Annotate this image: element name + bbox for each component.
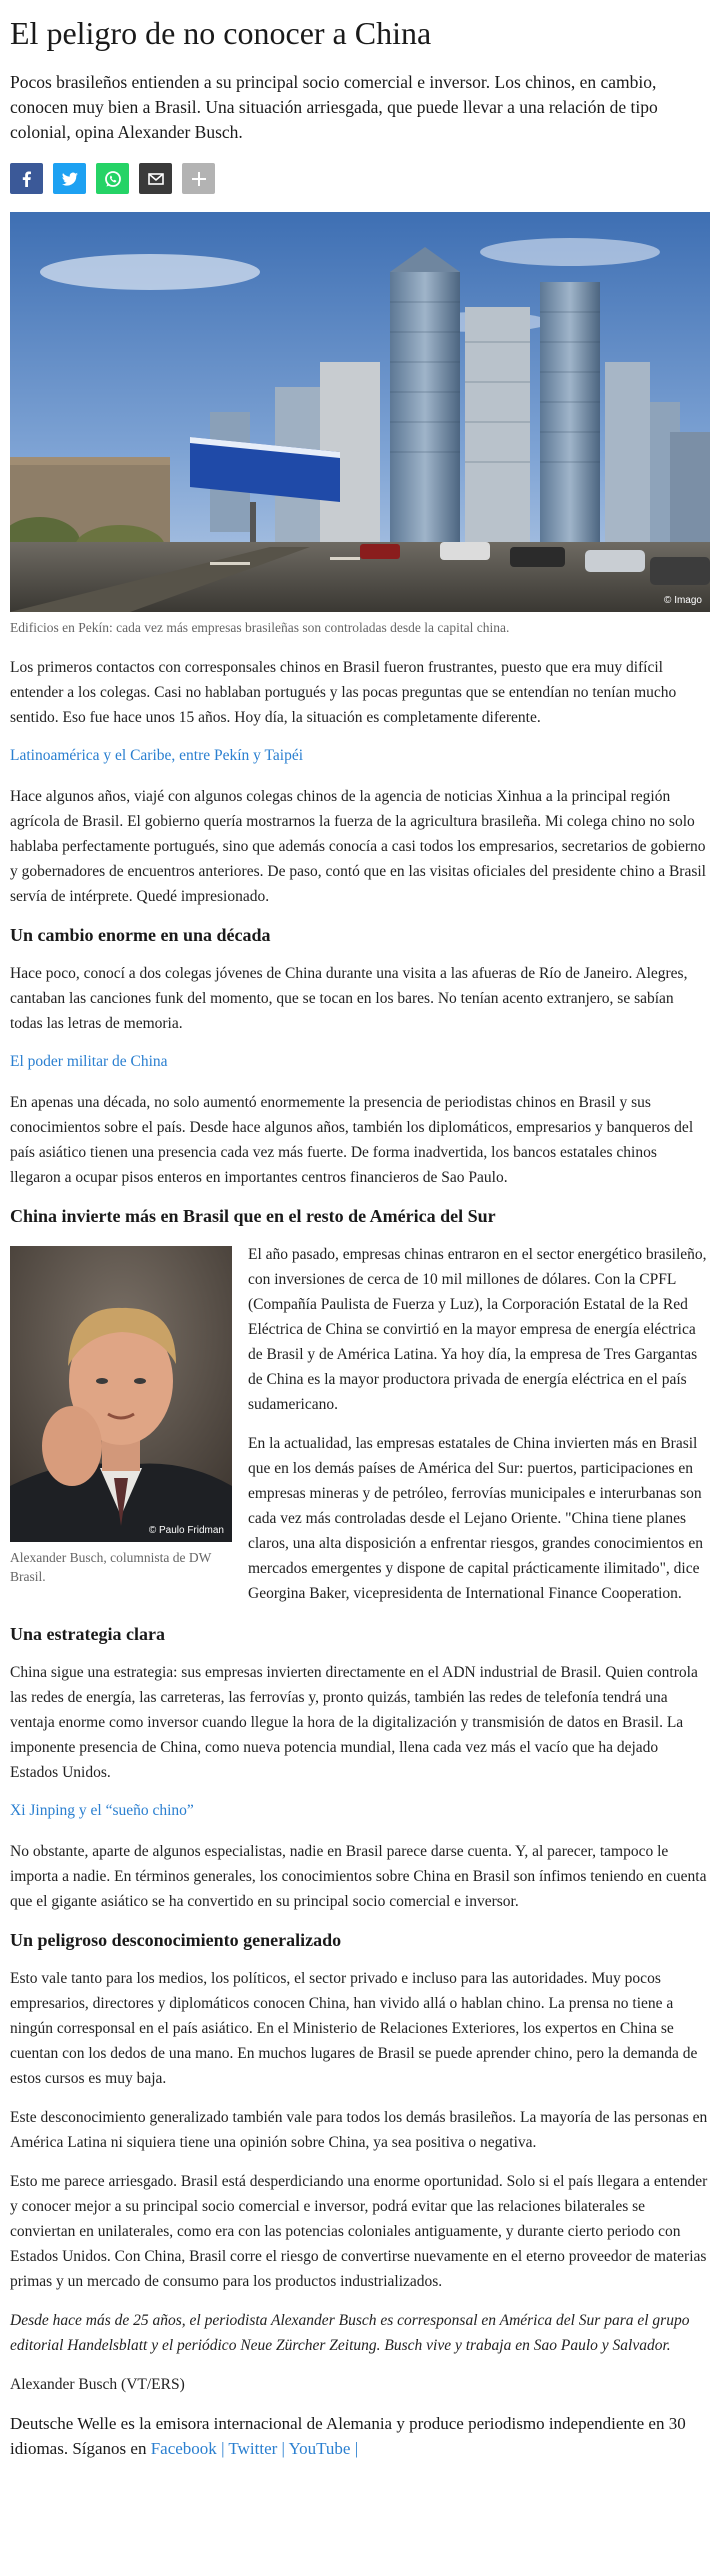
related-link[interactable]: Xi Jinping y el “sueño chino” bbox=[10, 1802, 194, 1819]
share-email-button[interactable] bbox=[139, 163, 172, 194]
footer-text bbox=[10, 2411, 710, 2461]
paragraph: En la actualidad, las empresas estatales de China invierten más en Brasil que en los demás países de América del Sur: puertos, participaciones en empresas mineras y de petróleo, ferrovías municipales e interurbanas son cada vez más controladas desde el Lejano Oriente. "China tiene planes claros, una alta disposición a enfrentar riesgos, grandes conocimientos en mercados emergentes y dispone de capital prácticamente ilimitado", dice Georgina Baker, vicepresidenta de International Finance Cooperation. bbox=[248, 1435, 703, 1602]
footer-separator: | bbox=[281, 2439, 285, 2458]
footer-description: Deutsche Welle es la emisora internacional de Alemania y produce periodismo independiente en 30 idiomas. Síganos en bbox=[10, 2414, 686, 2458]
share-whatsapp-button[interactable] bbox=[96, 163, 129, 194]
article-title: El peligro de no conocer a China bbox=[10, 15, 432, 51]
paragraph: Hace poco, conocí a dos colegas jóvenes de China durante una visita a las afueras de Río de Janeiro. Alegres, cantaban las canciones funk del momento, que se tocan en los bares. No tenían acento extranjero, se sabían todas las letras de memoria. bbox=[10, 965, 688, 1032]
share-more-button[interactable] bbox=[182, 163, 215, 194]
author-bio: Desde hace más de 25 años, el periodista Alexander Busch es corresponsal en América del Sur para el grupo editorial Handelsblatt y el periódico Neue Zürcher Zeitung. Busch vive y trabaja en Sao Paulo y Salvador. bbox=[10, 2312, 690, 2354]
portrait-section bbox=[10, 1242, 710, 1620]
facebook-icon bbox=[17, 169, 37, 189]
paragraph: China sigue una estrategia: sus empresas invierten directamente en el ADN industrial de Brasil. Quien controla las redes de energía, las carreteras, las ferrovías y, pronto quizás, también las redes de telefonía tendrá una ventaja enorme como inversor cuando llegue la hora de la digitalización y transmisión de datos en Brasil. La imponente presencia de China, como nueva potencia mundial, llena cada vez más el vacío que ha dejado Estados Unidos. bbox=[10, 1664, 698, 1781]
share-facebook-button[interactable] bbox=[10, 163, 43, 194]
share-twitter-button[interactable] bbox=[53, 163, 86, 194]
section-heading: Una estrategia clara bbox=[10, 1624, 165, 1644]
image-caption: Edificios en Pekín: cada vez más empresas brasileñas son controladas desde la capital china. bbox=[10, 620, 510, 635]
related-link[interactable]: El poder militar de China bbox=[10, 1053, 168, 1070]
portrait-credit: © Paulo Fridman bbox=[148, 1525, 224, 1536]
paragraph: Esto vale tanto para los medios, los políticos, el sector privado e incluso para las autoridades. Muy pocos empresarios, directores y diplomáticos conocen China, han vivido allá o hablan chino. La prensa no tiene a ningún corresponsal en el país asiático. En el Ministerio de Relaciones Exteriores, los expertos en China se cuentan con los dedos de una mano. En muchos lugares de Brasil se puede aprender chino, pero la demanda de estos cursos es muy baja. bbox=[10, 1970, 698, 2087]
paragraph: No obstante, aparte de algunos especialistas, nadie en Brasil parece darse cuenta. Y, al parecer, tampoco le importa a nadie. En términos generales, los conocimientos sobre China en Brasil son ínfimos teniendo en cuenta que el gigante asiático se ha convertido en su principal socio comercial e inversor. bbox=[10, 1843, 707, 1910]
image-credit: © Imago bbox=[664, 595, 702, 606]
article-lead: Pocos brasileños entienden a su principal socio comercial e inversor. Los chinos, en cambio, conocen muy bien a Brasil. Una situación arriesgada, que puede llevar a una relación de tipo colonial, opina Alexander Busch. bbox=[10, 72, 658, 142]
paragraph: Hace algunos años, viajé con algunos colegas chinos de la agencia de noticias Xinhua a la principal región agrícola de Brasil. El gobierno quería mostrarnos la fuerza de la agricultura brasileña. Mi colega chino no solo hablaba perfectamente portugués, sino que además conocía a casi todos los empresarios, secretarios de gobierno y gobernadores de encuentros anteriores. De paso, contó que en las visitas oficiales del presidente chino a Brasil servía de intérprete. Quedé impresionado. bbox=[10, 788, 706, 905]
share-bar bbox=[10, 163, 710, 194]
paragraph: Este desconocimiento generalizado también vale para todos los demás brasileños. La mayoría de las personas en América Latina ni siquiera tiene una opinión sobre China, ya sea positiva o negativa. bbox=[10, 2109, 708, 2151]
section-heading: China invierte más en Brasil que en el resto de América del Sur bbox=[10, 1206, 496, 1226]
portrait-caption: Alexander Busch, columnista de DW Brasil. bbox=[10, 1550, 212, 1584]
twitter-icon bbox=[60, 169, 80, 189]
paragraph: Esto me parece arriesgado. Brasil está desperdiciando una enorme oportunidad. Solo si el país llegara a entender y conocer mejor a su principal socio comercial e inversor, podrá evitar que las relaciones bilaterales se conviertan en unilaterales, como era con las potencias coloniales antiguamente, y durante cierto periodo con Estados Unidos. Con China, Brasil corre el riesgo de convertirse nuevamente en el eterno proveedor de materias primas y un mercado de consumo para los productos industrializados. bbox=[10, 2173, 708, 2290]
whatsapp-icon bbox=[103, 169, 123, 189]
related-link[interactable]: Latinoamérica y el Caribe, entre Pekín y Taipéi bbox=[10, 747, 304, 764]
author-portrait bbox=[10, 1246, 232, 1542]
footer-facebook-link[interactable]: Facebook bbox=[150, 2439, 217, 2458]
paragraph: El año pasado, empresas chinas entraron en el sector energético brasileño, con inversiones de cerca de 10 mil millones de dólares. Con la CPFL (Compañía Paulista de Fuerza y Luz), la Corporación Estatal de la Red Eléctrica de China se convirtió en la mayor empresa de energía eléctrica de Brasil y de América Latina. Ya hoy día, la empresa de Tres Gargantas de China es la mayor productora privada de energía eléctrica en el país sudamericano. bbox=[248, 1246, 707, 1413]
footer-separator: | bbox=[354, 2439, 359, 2458]
footer-youtube-link[interactable]: YouTube bbox=[288, 2439, 351, 2458]
hero-image bbox=[10, 212, 710, 612]
email-icon bbox=[146, 169, 166, 189]
author-portrait-figure bbox=[10, 1246, 232, 1586]
plus-icon bbox=[189, 169, 209, 189]
footer-twitter-link[interactable]: Twitter bbox=[228, 2439, 278, 2458]
author-signature: Alexander Busch (VT/ERS) bbox=[10, 2376, 185, 2393]
section-heading: Un peligroso desconocimiento generalizado bbox=[10, 1930, 342, 1950]
paragraph: Los primeros contactos con corresponsales chinos en Brasil fueron frustrantes, puesto que era muy difícil entender a los colegas. Casi no hablaban portugués y las pocas preguntas que se entendían no tenían mucho sentido. Eso fue hace unos 15 años. Hoy día, la situación es completamente diferente. bbox=[10, 659, 677, 726]
footer-separator: | bbox=[221, 2439, 225, 2458]
paragraph: En apenas una década, no solo aumentó enormemente la presencia de periodistas chinos en Brasil y sus conocimientos sobre el país. Desde hace algunos años, también los diplomáticos, empresarios y banqueros del país asiático tienen una presencia cada vez más fuerte. De forma inadvertida, los bancos estatales chinos llegaron a ocupar pisos enteros en importantes centros financieros de Sao Paulo. bbox=[10, 1094, 694, 1186]
section-heading: Un cambio enorme en una década bbox=[10, 925, 271, 945]
